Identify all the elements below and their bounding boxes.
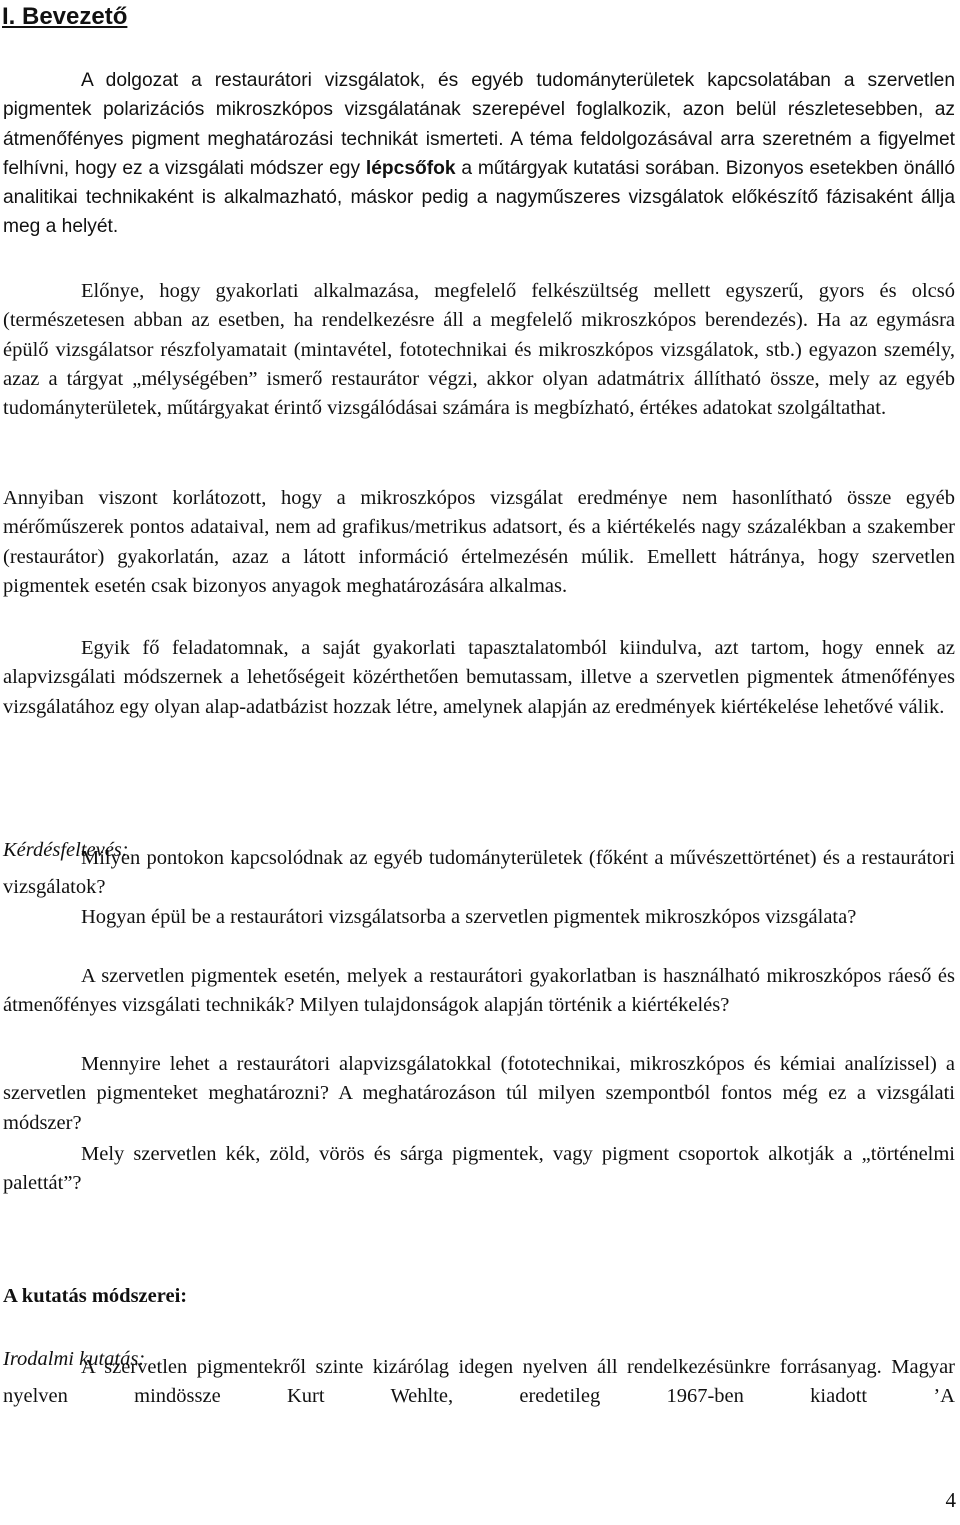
- literature-heading: Irodalmi kutatás:: [3, 1347, 146, 1370]
- question-1: Milyen pontokon kapcsolódnak az egyéb tudományterületek (főként a művészettörténet) és a restaurátori vizsgálatok?: [3, 847, 955, 899]
- page-number: 4: [945, 1488, 956, 1512]
- advantages-part-2: Ha az egymásra épülő vizsgálatsor részfolyamatait (mintavétel, fototechnikai és mikroszkópos vizsgálatok, stb.) egyazon személy, azaz a tárgyat „mélységében” ismerő restaurátor végzi, akkor olyan adatmátrix állítható össze, mely az egyéb tudományterületek, műtárgyakat érintő vizsgálódásai számára is megbízható, értékes adatokat szolgáltathat.: [3, 309, 956, 420]
- intro-sentence-3: Bizonyos esetekben önálló analitikai technikaként is alkalmazható, máskor pedig a nagyműszeres vizsgálatok előkészítő fázisaként állja meg a helyét.: [3, 157, 955, 238]
- intro-sentence-2b: a műtárgyak kutatási sorában.: [461, 157, 720, 179]
- question-5: Mely szervetlen kék, zöld, vörös és sárga pigmentek, vagy pigment csoportok alkotják a „történelmi palettát”?: [3, 1143, 955, 1195]
- question-2: Hogyan épül be a restaurátori vizsgálatsorba a szervetlen pigmentek mikroszkópos vizsgálata?: [81, 906, 857, 928]
- intro-sentence-2a: A téma feldolgozásával arra szeretném a figyelmet felhívni, hogy ez a vizsgálati módszer egy: [3, 128, 955, 179]
- question-4: Mennyire lehet a restaurátori alapvizsgálatokkal (fototechnikai, mikroszkópos és kémiai analízissel) a szervetlen pigmenteket meghatározni? A meghatározáson túl milyen szempontból fontos még ez a vizsgálati módszer?: [3, 1053, 955, 1134]
- question-3: A szervetlen pigmentek esetén, melyek a restaurátori gyakorlatban is használható mikroszkópos ráeső és átmenőfényes vizsgálati technikák? Milyen tulajdonságok alapján történik a kiértékelés?: [3, 965, 955, 1017]
- advantages-paragraph: [3, 277, 955, 423]
- questions-heading: Kérdésfeltevés:: [3, 838, 129, 861]
- methods-heading: A kutatás módszerei:: [3, 1284, 188, 1307]
- emphasis-step: lépcsőfok: [365, 157, 456, 179]
- literature-paragraph: A szervetlen pigmentekről szinte kizárólag idegen nyelven áll rendelkezésünkre forrásanyag. Magyar nyelven mindössze Kurt Wehlte, eredetileg 1967-ben kiadott ’A: [3, 1356, 955, 1408]
- intro-paragraph: [3, 66, 955, 242]
- goal-paragraph: Egyik fő feladatomnak, a saját gyakorlati tapasztalatomból kiindulva, azt tartom, hogy ennek az alapvizsgálati módszernek a lehetőségeit közérthetően bemutassam, illetve a szervetlen pigmentek átmenőfényes vizsgálatához egy olyan alap-adatbázist hozzak létre, amelynek alapján az eredmények kiértékelése lehetővé válik.: [3, 637, 955, 718]
- advantages-part-1: Előnye, hogy gyakorlati alkalmazása, megfelelő felkészültség mellett egyszerű, gyors és olcsó (természetesen abban az esetben, ha rendelkezésre áll a megfelelő mikroszkópos berendezés).: [3, 280, 955, 332]
- intro-sentence-1: A dolgozat a restaurátori vizsgálatok, és egyéb tudományterületek kapcsolatában a szervetlen pigmentek polarizációs mikroszkópos vizsgálatának szerepével foglalkozik, azon belül részletesebben, az átmenőfényes pigment meghatározási technikát ismerteti.: [3, 70, 955, 150]
- chapter-title: I. Bevezető: [2, 3, 128, 30]
- limits-paragraph: Annyiban viszont korlátozott, hogy a mikroszkópos vizsgálat eredménye nem hasonlítható össze egyéb mérőműszerek pontos adataival, nem ad grafikus/metrikus adatsort, és a kiértékelés nagy százalékban a szakember (restaurátor) gyakorlatán, azaz a látott információ értelmezésén múlik. Emellett hátránya, hogy szervetlen pigmentek esetén csak bizonyos anyagok meghatározására alkalmas.: [3, 487, 955, 597]
